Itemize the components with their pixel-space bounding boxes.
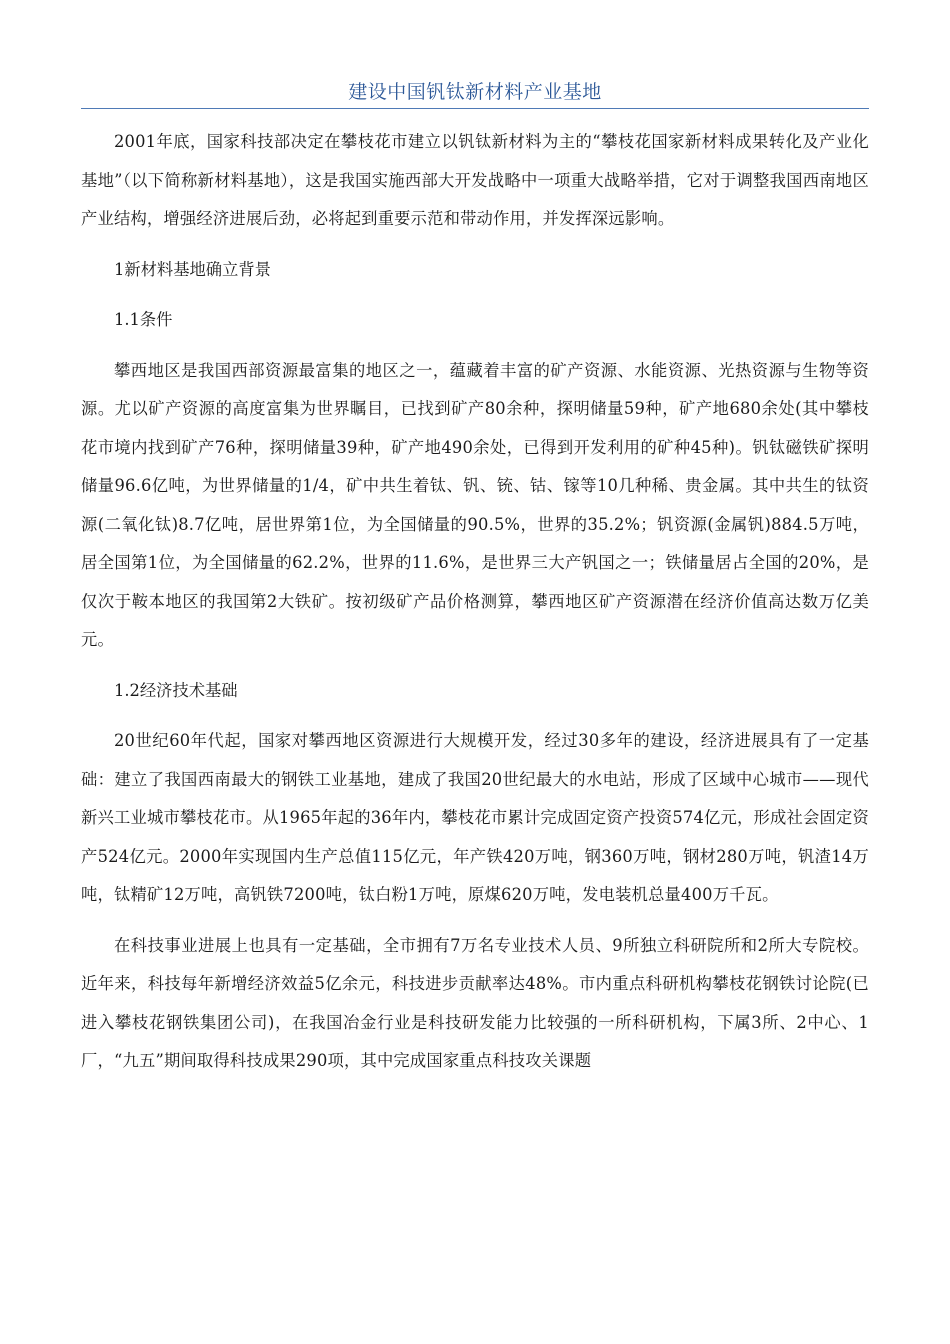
document-title: 建设中国钒钛新材料产业基地 [81, 78, 869, 109]
subsection-heading-conditions: 1.1条件 [114, 310, 173, 329]
title-spacer [81, 109, 869, 123]
subsection-heading-economic-base: 1.2经济技术基础 [114, 680, 238, 700]
paragraph-science-technology: 在科技事业进展上也具有一定基础，全市拥有7万名专业技术人员、9所独立科研院所和2所大专院校。近年来，科技每年新增经济效益5亿余元，科技进步贡献率达48%。市内重点科研机构攀枝花钢铁讨论院(已进入攀枝花钢铁集团公司)，在我国冶金行业是科技研发能力比较强的一所科研机构，下属3所、2中心、1厂，“九五”期间取得科技成果290项，其中完成国家重点科技攻关课题 [81, 935, 869, 1070]
paragraph-intro: 2001年底，国家科技部决定在攀枝花市建立以钒钛新材料为主的“攀枝花国家新材料成果转化及产业化基地”（以下简称新材料基地），这是我国实施西部大开发战略中一项重大战略举措，它对于调整我国西南地区产业结构，增强经济进展后劲，必将起到重要示范和带动作用，并发挥深远影响。 [81, 132, 869, 228]
document-page [81, 78, 869, 1081]
paragraph-resources: 攀西地区是我国西部资源最富集的地区之一，蕴藏着丰富的矿产资源、水能资源、光热资源与生物等资源。尤以矿产资源的高度富集为世界瞩目，已找到矿产80余种，探明储量59种，矿产地680余处(其中攀枝花市境内找到矿产76种，探明储量39种，矿产地490余处，已得到开发利用的矿种45种)。钒钛磁铁矿探明储量96.6亿吨，为世界储量的1/4，矿中共生着钛、钒、铳、钴、镓等10几种稀、贵金属。其中共生的钛资源(二氧化钛)8.7亿吨，居世界第1位，为全国储量的90.5%，世界的35.2%；钒资源(金属钒)884.5万吨，居全国第1位，为全国储量的62.2%，世界的11.6%，是世界三大产钒国之一；铁储量居占全国的20%，是仅次于鞍本地区的我国第2大铁矿。按初级矿产品价格测算，攀西地区矿产资源潜在经济价值高达数万亿美元。 [81, 360, 869, 649]
section-heading-background: 1新材料基地确立背景 [114, 259, 271, 279]
paragraph-economic-development: 20世纪60年代起，国家对攀西地区资源进行大规模开发，经过30多年的建设，经济进展具有了一定基础：建立了我国西南最大的钢铁工业基地，建成了我国20世纪最大的水电站，形成了区域中心城市——现代新兴工业城市攀枝花市。从1965年起的36年内，攀枝花市累计完成固定资产投资574亿元，形成社会固定资产524亿元。2000年实现国内生产总值115亿元，年产铁420万吨，钢360万吨，钢材280万吨，钒渣14万吨，钛精矿12万吨，高钒铁7200吨，钛白粉1万吨，原煤620万吨，发电装机总量400万千瓦。 [81, 731, 869, 904]
